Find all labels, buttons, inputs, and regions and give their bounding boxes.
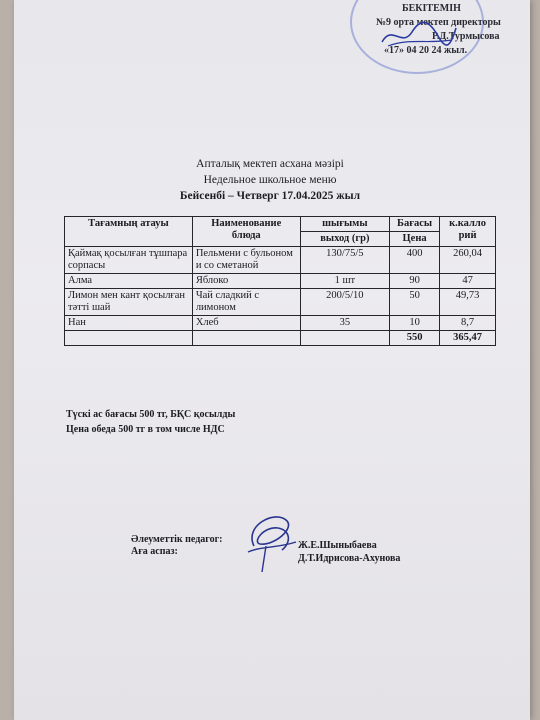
director-signature: [378, 18, 458, 54]
approval-position: №9 орта мектеп директоры: [376, 17, 501, 28]
cell-dish-ru: Яблоко: [192, 274, 300, 289]
approval-date: «17» 04 20 24 жыл.: [384, 45, 468, 56]
cell-calories: 8,7: [440, 316, 496, 331]
document-page: [14, 0, 530, 720]
header-yield: шығымы: [300, 217, 389, 232]
cell-yield: 200/5/10: [300, 289, 389, 316]
cell-dish-kz: Алма: [65, 274, 193, 289]
table-row: [65, 274, 496, 289]
social-pedagogue-name: Ж.Е.Шыныбаева: [298, 540, 377, 551]
social-pedagogue-label: Әлеуметтік педагог:: [131, 534, 223, 545]
menu-date: Бейсенбі – Четверг 17.04.2025 жыл: [179, 190, 361, 202]
handwritten-signature: [234, 506, 304, 576]
menu-title-ru: Недельное школьное меню: [203, 174, 337, 186]
cell-yield: 1 шт: [300, 274, 389, 289]
cell-empty: [65, 331, 193, 346]
cell-calories: 49,73: [440, 289, 496, 316]
cell-empty: [300, 331, 389, 346]
approval-title: БЕКІТЕМІН: [402, 3, 461, 14]
cell-dish-kz: Лимон мен кант қосылған тәтті шай: [65, 289, 193, 316]
cell-price: 50: [389, 289, 439, 316]
menu-table: [64, 216, 496, 346]
header-yield-sub: выход (гр): [300, 232, 389, 247]
cell-yield: 130/75/5: [300, 247, 389, 274]
lunch-price-note-ru: Цена обеда 500 тг в том числе НДС: [66, 424, 225, 435]
table-header-row: [65, 217, 496, 232]
table-row: [65, 289, 496, 316]
menu-title-kz: Апталық мектеп асхана мәзірі: [196, 158, 344, 170]
cell-calories: 47: [440, 274, 496, 289]
cell-dish-kz: Нан: [65, 316, 193, 331]
table-total-row: [65, 331, 496, 346]
cell-dish-ru: Пельмени с бульоном и со сметаной: [192, 247, 300, 274]
table-row: [65, 247, 496, 274]
total-price: 550: [389, 331, 439, 346]
header-dish-kz: Тағамның атауы: [65, 217, 193, 247]
cell-dish-ru: Чай сладкий с лимоном: [192, 289, 300, 316]
lunch-price-note-kz: Түскі ас бағасы 500 тг, БҚС қосылды: [66, 409, 236, 420]
cell-dish-kz: Қаймақ қосылған тұшпара сорпасы: [65, 247, 193, 274]
cell-price: 400: [389, 247, 439, 274]
head-cook-name: Д.Т.Идрисова-Ахунова: [298, 553, 401, 564]
cell-yield: 35: [300, 316, 389, 331]
total-calories: 365,47: [440, 331, 496, 346]
cell-price: 90: [389, 274, 439, 289]
head-cook-label: Аға аспаз:: [131, 546, 178, 557]
cell-dish-ru: Хлеб: [192, 316, 300, 331]
header-calories: к.калло рий: [440, 217, 496, 247]
cell-calories: 260,04: [440, 247, 496, 274]
cell-price: 10: [389, 316, 439, 331]
approval-director-name: Р.Д.Турмысова: [432, 31, 500, 42]
table-row: [65, 316, 496, 331]
header-dish-ru: Наименование блюда: [192, 217, 300, 247]
header-price: Бағасы: [389, 217, 439, 232]
cell-empty: [192, 331, 300, 346]
header-price-sub: Цена: [389, 232, 439, 247]
